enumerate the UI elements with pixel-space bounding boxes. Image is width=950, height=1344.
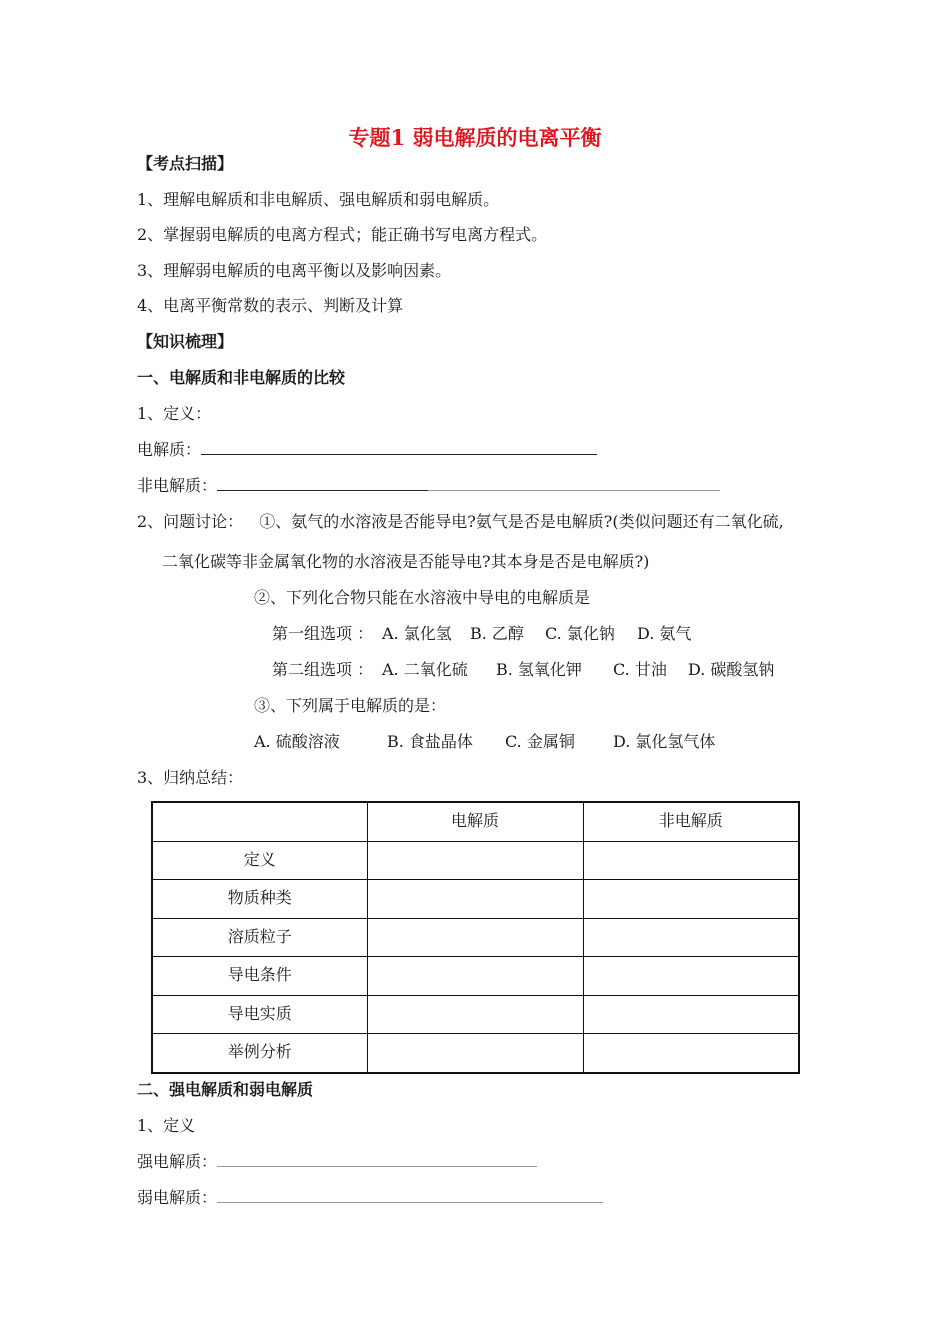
strong-electrolyte-blank[interactable] bbox=[217, 1152, 537, 1167]
group2-option-c: C. 甘油 bbox=[613, 660, 667, 679]
group2-label: 第二组选项 ： bbox=[272, 660, 374, 679]
table-cell[interactable] bbox=[367, 918, 583, 957]
question-3: ③、下列属于电解质的是： bbox=[254, 696, 447, 715]
table-cell[interactable] bbox=[367, 880, 583, 919]
question-label: 2、问题讨论： bbox=[137, 512, 244, 531]
electrolyte-row bbox=[137, 440, 597, 460]
table-row-label: 导电条件 bbox=[152, 957, 367, 996]
electrolyte-label: 电解质： bbox=[137, 440, 202, 459]
summary-label: 3、归纳总结： bbox=[137, 768, 244, 787]
q3-option-d: D. 氯化氢气体 bbox=[613, 732, 716, 751]
group1-option-b: B. 乙醇 bbox=[470, 624, 524, 643]
group1-option-d: D. 氨气 bbox=[637, 624, 692, 643]
table-row bbox=[152, 1034, 799, 1073]
question-1-line-1: ①、氨气的水溶液是否能导电?氨气是否是电解质?(类似问题还有二氧化硫, bbox=[259, 512, 784, 531]
section2-heading: 二、强电解质和弱电解质 bbox=[137, 1080, 314, 1099]
table-cell[interactable] bbox=[367, 995, 583, 1034]
weak-electrolyte-row bbox=[137, 1188, 603, 1208]
weak-electrolyte-label: 弱电解质： bbox=[137, 1188, 218, 1207]
table-row bbox=[152, 957, 799, 996]
section1-def-label: 1、定义： bbox=[137, 404, 212, 423]
strong-electrolyte-label: 强电解质： bbox=[137, 1152, 218, 1171]
table-cell[interactable] bbox=[583, 918, 799, 957]
group1-label: 第一组选项 ： bbox=[272, 624, 374, 643]
summary-table bbox=[151, 801, 800, 1074]
weak-electrolyte-blank[interactable] bbox=[217, 1188, 603, 1203]
table-row-label: 溶质粒子 bbox=[152, 918, 367, 957]
table-row-label: 物质种类 bbox=[152, 880, 367, 919]
table-row bbox=[152, 841, 799, 880]
table-cell[interactable] bbox=[367, 1034, 583, 1073]
table-cell[interactable] bbox=[367, 841, 583, 880]
strong-electrolyte-row bbox=[137, 1152, 537, 1172]
nonelectrolyte-blank-dark[interactable] bbox=[217, 476, 428, 491]
group2-option-b: B. 氢氧化钾 bbox=[496, 660, 582, 679]
table-row-label: 举例分析 bbox=[152, 1034, 367, 1073]
group2-option-a: A. 二氧化硫 bbox=[382, 660, 468, 679]
group1-option-c: C. 氯化钠 bbox=[545, 624, 615, 643]
table-header-row bbox=[152, 802, 799, 841]
table-header-blank bbox=[152, 802, 367, 841]
group2-option-d: D. 碳酸氢钠 bbox=[688, 660, 775, 679]
question-row-1 bbox=[137, 512, 784, 532]
section1-heading: 一、电解质和非电解质的比较 bbox=[137, 368, 346, 387]
section2-def-label: 1、定义 bbox=[137, 1116, 196, 1135]
table-cell[interactable] bbox=[583, 995, 799, 1034]
table-row-label: 定义 bbox=[152, 841, 367, 880]
question-1-line-2: 二氧化碳等非金属氧化物的水溶液是否能导电?其本身是否是电解质?) bbox=[162, 552, 650, 571]
table-cell[interactable] bbox=[583, 880, 799, 919]
zhishi-heading: 【知识梳理】 bbox=[137, 332, 234, 351]
nonelectrolyte-blank-light[interactable] bbox=[428, 476, 720, 491]
kaodian-item-4: 4、电离平衡常数的表示、判断及计算 bbox=[137, 296, 404, 315]
table-cell[interactable] bbox=[583, 957, 799, 996]
kaodian-item-2: 2、掌握弱电解质的电离方程式；能正确书写电离方程式。 bbox=[137, 225, 548, 244]
table-header-nonelectrolyte: 非电解质 bbox=[583, 802, 799, 841]
table-row bbox=[152, 918, 799, 957]
nonelectrolyte-label: 非电解质： bbox=[137, 476, 218, 495]
page-title: 专题1 弱电解质的电离平衡 bbox=[348, 125, 602, 150]
q3-option-c: C. 金属铜 bbox=[505, 732, 575, 751]
kaodian-heading: 【考点扫描】 bbox=[137, 154, 234, 173]
table-row bbox=[152, 995, 799, 1034]
table-cell[interactable] bbox=[583, 1034, 799, 1073]
q3-option-a: A. 硫酸溶液 bbox=[254, 732, 340, 751]
nonelectrolyte-row bbox=[137, 476, 720, 496]
table-row-label: 导电实质 bbox=[152, 995, 367, 1034]
kaodian-item-3: 3、理解弱电解质的电离平衡以及影响因素。 bbox=[137, 261, 452, 280]
table-cell[interactable] bbox=[583, 841, 799, 880]
table-row bbox=[152, 880, 799, 919]
table-cell[interactable] bbox=[367, 957, 583, 996]
table-header-electrolyte: 电解质 bbox=[367, 802, 583, 841]
kaodian-item-1: 1、理解电解质和非电解质、强电解质和弱电解质。 bbox=[137, 190, 500, 209]
q3-option-b: B. 食盐晶体 bbox=[387, 732, 473, 751]
electrolyte-blank[interactable] bbox=[201, 440, 597, 455]
group1-option-a: A. 氯化氢 bbox=[382, 624, 452, 643]
question-2: ②、下列化合物只能在水溶液中导电的电解质是 bbox=[254, 588, 591, 607]
